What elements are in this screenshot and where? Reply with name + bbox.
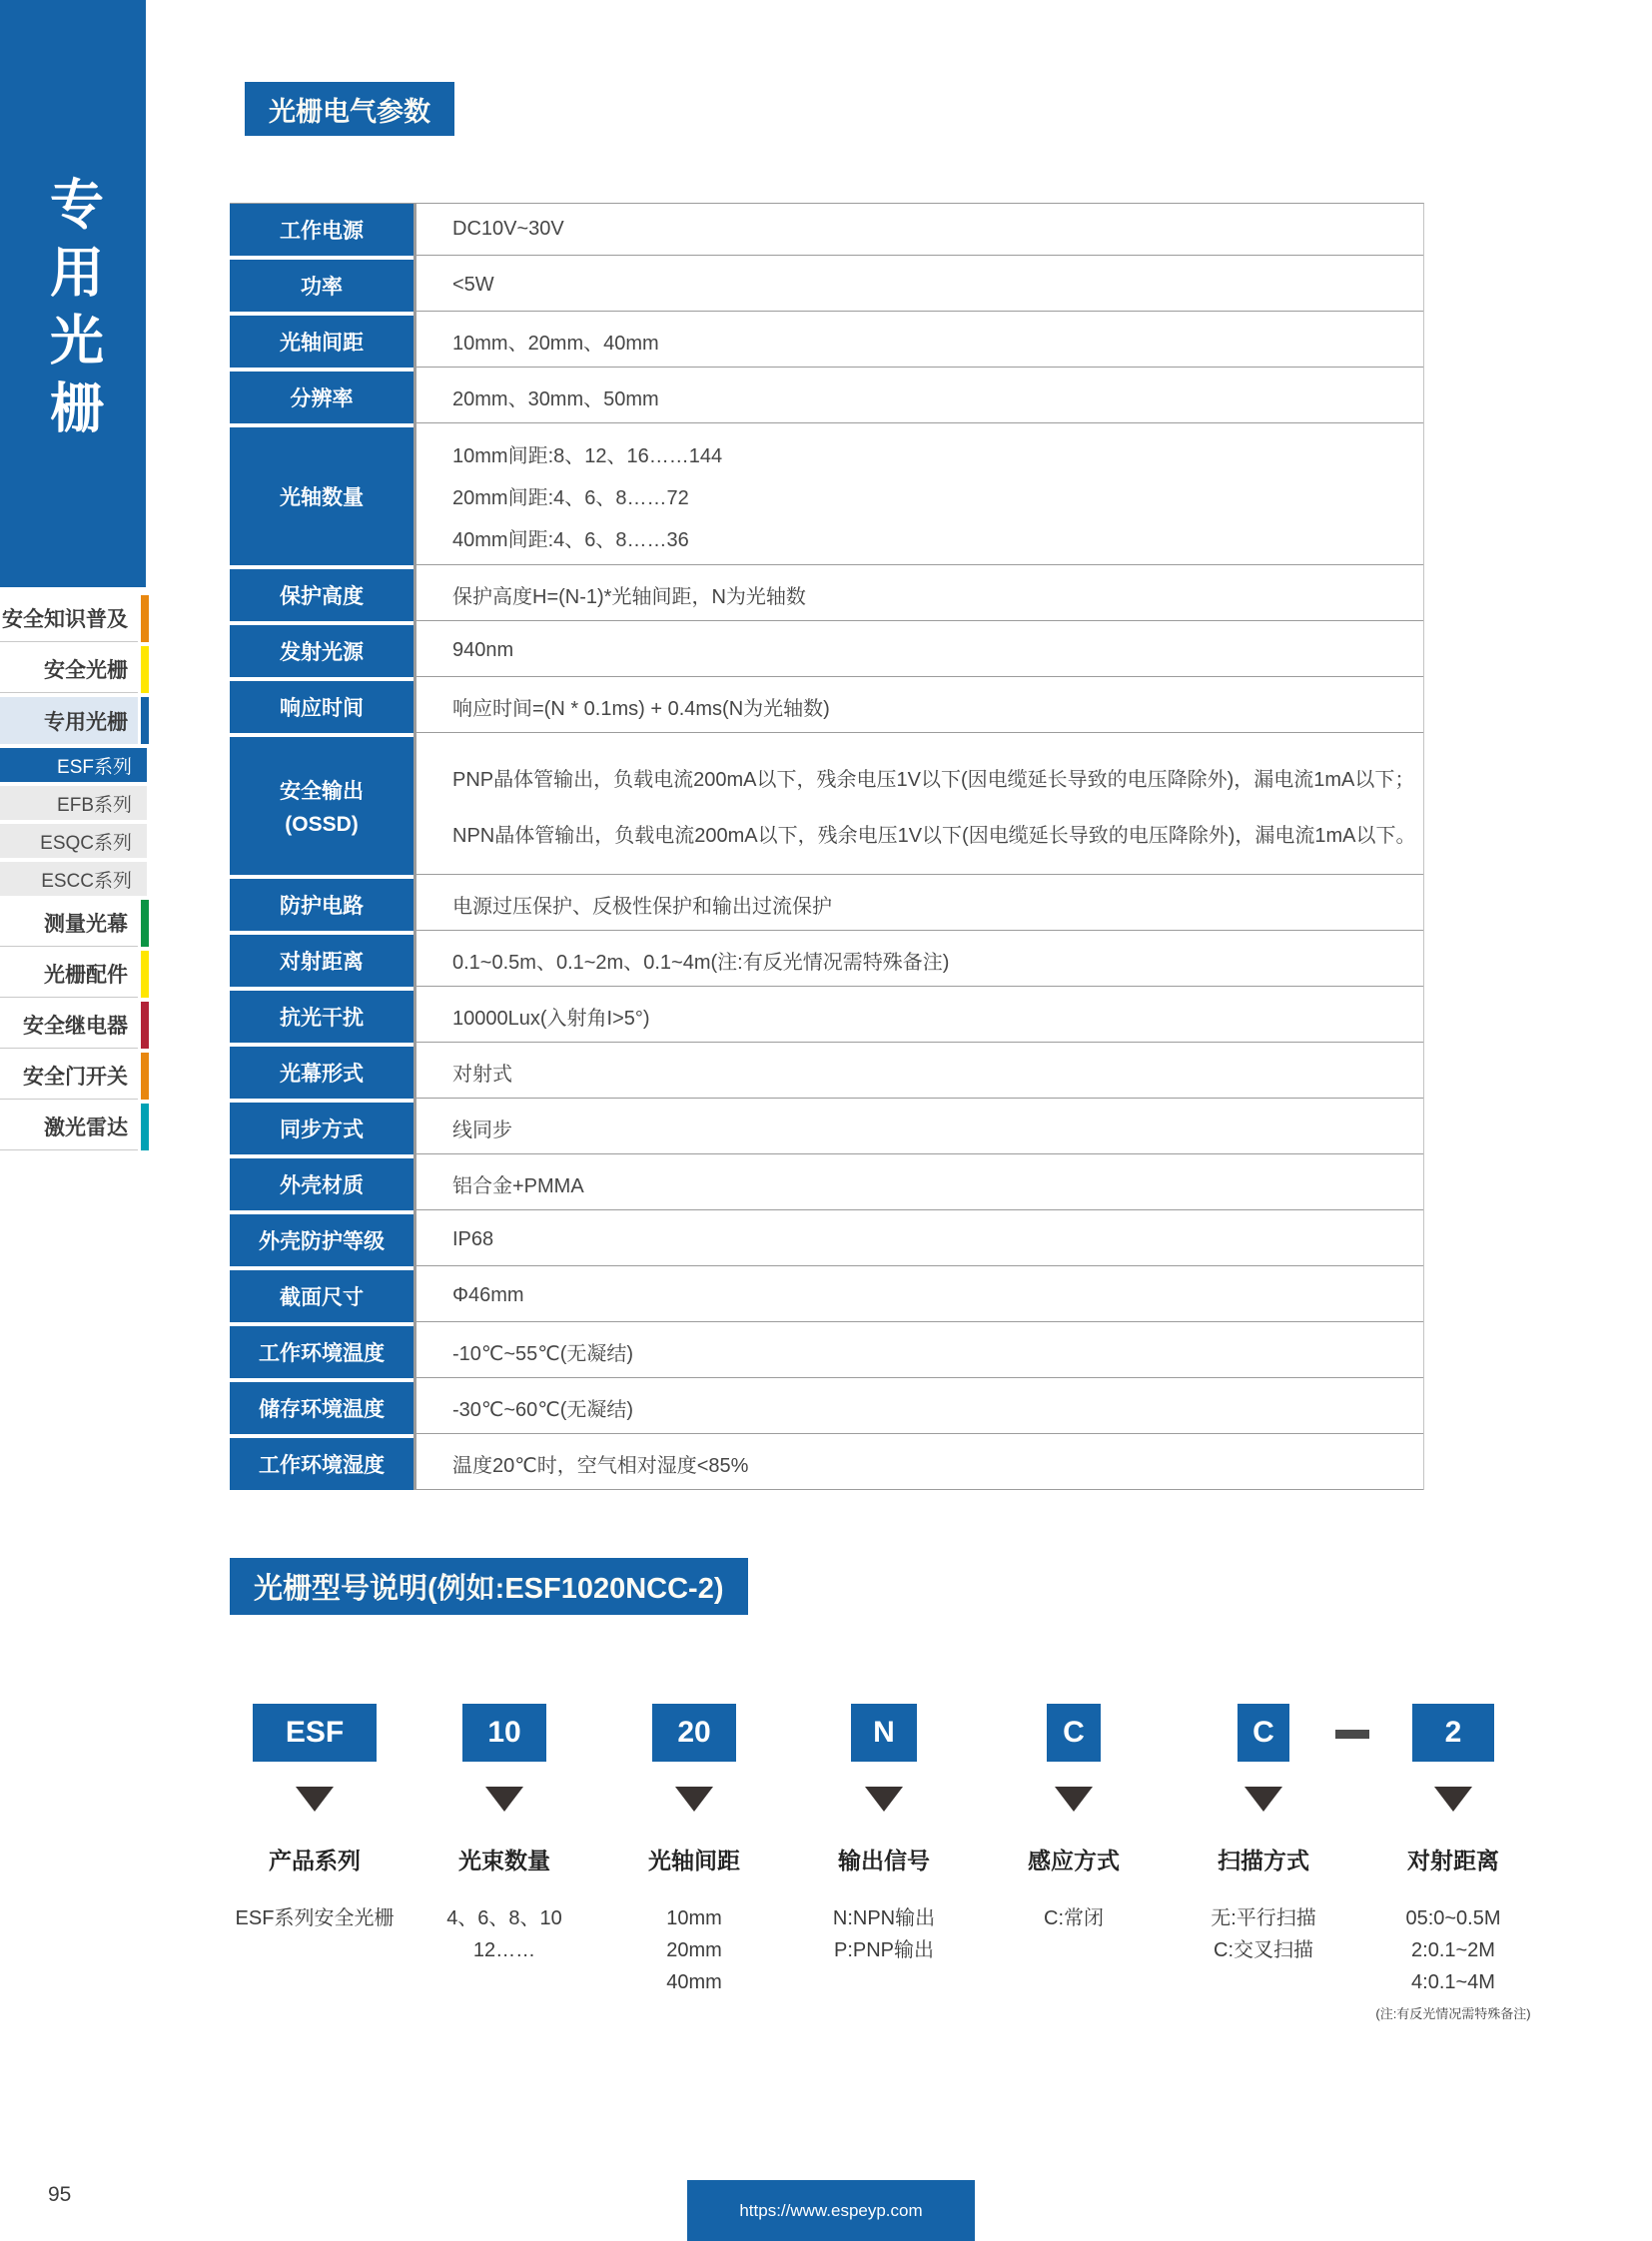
model-column-desc — [220, 1902, 410, 1934]
text-line: 10mm — [666, 1907, 722, 1929]
text-line: 安全输出 — [280, 780, 364, 803]
text-line: 响应时间=(N * 0.1ms) + 0.4ms(N为光轴数) — [452, 698, 830, 720]
spec-row-value — [413, 625, 1423, 677]
text-line: 05:0~0.5M — [1405, 1907, 1501, 1929]
section-title-electrical-params: 光栅电气参数 — [245, 82, 454, 136]
spec-row-label — [230, 1270, 413, 1322]
sidebar-item[interactable] — [0, 697, 152, 744]
spec-row-label — [230, 1438, 413, 1490]
model-column-desc — [599, 1902, 789, 1998]
triangle-down-icon — [485, 1787, 523, 1812]
text-line: 对射距离 — [280, 951, 364, 974]
text-line: C:常闭 — [1044, 1907, 1104, 1929]
spec-row-value — [413, 316, 1423, 368]
model-column — [1358, 1704, 1548, 2022]
sidebar-item[interactable] — [0, 1053, 152, 1100]
spec-row-label — [230, 427, 413, 565]
sidebar-item-accent-bar — [141, 951, 149, 998]
text-line: 响应时间 — [280, 697, 364, 720]
spec-row-label — [230, 1158, 413, 1210]
text-line: <5W — [452, 274, 494, 296]
triangle-down-icon — [296, 1787, 334, 1812]
text-line: 外壳材质 — [280, 1174, 364, 1197]
spec-table-row — [230, 737, 1423, 875]
spec-table-row — [230, 991, 1423, 1043]
sidebar-hero-panel — [0, 0, 146, 587]
sidebar-item-accent-bar — [141, 1002, 149, 1049]
spec-row-value — [413, 991, 1423, 1043]
spec-row-value — [413, 1382, 1423, 1434]
triangle-down-icon — [1244, 1787, 1282, 1812]
spec-row-value — [413, 260, 1423, 312]
model-column — [1169, 1704, 1358, 2022]
sidebar-vertical-title: 专用光栅 — [42, 176, 103, 447]
spec-table-row — [230, 372, 1423, 423]
page-number: 95 — [48, 2183, 72, 2206]
spec-table-row — [230, 1047, 1423, 1099]
text-line: Φ46mm — [452, 1284, 524, 1306]
text-line: 发射光源 — [280, 641, 364, 664]
text-line: 截面尺寸 — [280, 1286, 364, 1309]
spec-row-label — [230, 681, 413, 733]
text-line: PNP晶体管输出，负载电流200mA以下，残余电压1V以下(因电缆延长导致的电压降除外)，漏电流1mA以下； — [452, 769, 1415, 791]
spec-row-value — [413, 935, 1423, 987]
spec-row-value — [413, 879, 1423, 931]
spec-row-label — [230, 569, 413, 621]
spec-row-value — [413, 737, 1423, 875]
spec-row-value — [413, 1103, 1423, 1154]
model-separator-dash — [1335, 1730, 1369, 1739]
model-column-desc — [979, 1902, 1169, 1934]
spec-table-row — [230, 1158, 1423, 1210]
sidebar-item-accent-bar — [141, 697, 149, 744]
text-line: 4:0.1~4M — [1411, 1971, 1495, 1993]
text-line: -30℃~60℃(无凝结) — [452, 1399, 634, 1421]
text-line: 保护高度 — [280, 585, 364, 608]
text-line: -10℃~55℃(无凝结) — [452, 1343, 634, 1365]
triangle-down-icon — [865, 1787, 903, 1812]
model-code-block: 2 — [1412, 1704, 1494, 1762]
sidebar-item[interactable] — [0, 900, 152, 947]
spec-row-value — [413, 681, 1423, 733]
sidebar-item-label: 安全光栅 — [0, 646, 138, 693]
text-line: 12…… — [472, 1939, 536, 1961]
text-line: 防护电路 — [280, 895, 364, 918]
sidebar-item-accent-bar — [141, 900, 149, 947]
spec-table-row — [230, 879, 1423, 931]
spec-row-label — [230, 1047, 413, 1099]
spec-row-label — [230, 1103, 413, 1154]
spec-table-row — [230, 625, 1423, 677]
text-line: DC10V~30V — [452, 218, 564, 240]
model-code-block: N — [851, 1704, 917, 1762]
spec-row-value — [413, 204, 1423, 256]
sidebar-nav — [0, 595, 152, 1154]
model-code-block: 10 — [462, 1704, 546, 1762]
text-line: 光幕形式 — [280, 1063, 364, 1086]
sidebar-item-accent-bar — [141, 1053, 149, 1100]
text-line: 工作环境湿度 — [259, 1454, 385, 1477]
spec-table-row — [230, 681, 1423, 733]
text-line: 工作电源 — [280, 220, 364, 243]
text-line: 20mm、30mm、50mm — [452, 388, 659, 410]
text-line: 940nm — [452, 639, 514, 661]
sidebar-item-label: 专用光栅 — [0, 697, 138, 744]
spec-row-label — [230, 879, 413, 931]
spec-table-row — [230, 260, 1423, 312]
spec-row-label — [230, 316, 413, 368]
sidebar-item-label: ESQC系列 — [0, 824, 147, 858]
model-column — [979, 1704, 1169, 2022]
section-title-model-explanation: 光栅型号说明(例如:ESF1020NCC-2) — [230, 1558, 748, 1615]
sidebar-item-accent-bar — [141, 1104, 149, 1150]
text-line: 10mm、20mm、40mm — [452, 333, 659, 355]
sidebar-item[interactable] — [0, 862, 152, 896]
website-url: https://www.espeyp.com — [739, 2200, 923, 2220]
text-line: 线同步 — [452, 1120, 512, 1141]
sidebar-item-label: 激光雷达 — [0, 1104, 138, 1150]
sidebar-item[interactable] — [0, 824, 152, 858]
spec-table-row — [230, 1382, 1423, 1434]
text-line: NPN晶体管输出，负载电流200mA以下，残余电压1V以下(因电缆延长导致的电压降除外)，漏电流1mA以下。 — [452, 825, 1416, 847]
model-column-label: 感应方式 — [1028, 1848, 1120, 1873]
sidebar-item-label: ESF系列 — [0, 748, 147, 782]
sidebar-item[interactable] — [0, 1002, 152, 1049]
spec-row-value — [413, 1214, 1423, 1266]
sidebar-item-accent-bar — [141, 646, 149, 693]
spec-table-row — [230, 1270, 1423, 1322]
text-line: N:NPN输出 — [832, 1907, 936, 1929]
text-line: P:PNP输出 — [833, 1939, 935, 1961]
text-line: 工作环境温度 — [259, 1342, 385, 1365]
spec-row-value — [413, 1326, 1423, 1378]
model-column-desc — [1169, 1902, 1358, 1966]
text-line: 40mm — [666, 1971, 722, 1993]
spec-row-label — [230, 372, 413, 423]
text-line: 20mm间距:4、6、8……72 — [452, 487, 689, 509]
text-line: 40mm间距:4、6、8……36 — [452, 529, 689, 551]
spec-row-value — [413, 569, 1423, 621]
spec-table-row — [230, 1438, 1423, 1490]
spec-row-label — [230, 737, 413, 875]
model-column-desc — [789, 1902, 979, 1966]
model-column-desc — [1358, 1902, 1548, 1998]
spec-table-row — [230, 1326, 1423, 1378]
model-column-label: 对射距离 — [1407, 1848, 1499, 1873]
text-line: 20mm — [666, 1939, 722, 1961]
text-line: 储存环境温度 — [259, 1398, 385, 1421]
spec-table-row — [230, 1214, 1423, 1266]
spec-table-row — [230, 1103, 1423, 1154]
model-code-block: 20 — [652, 1704, 736, 1762]
model-column-label: 光束数量 — [458, 1848, 550, 1873]
spec-row-value — [413, 1158, 1423, 1210]
model-column — [599, 1704, 789, 2022]
text-line: 铝合金+PMMA — [452, 1175, 584, 1197]
sidebar-item-label: 安全继电器 — [0, 1002, 138, 1049]
spec-row-label — [230, 260, 413, 312]
model-code-block: C — [1238, 1704, 1289, 1762]
text-line: 无:平行扫描 — [1211, 1907, 1316, 1929]
text-line: C:交叉扫描 — [1214, 1939, 1313, 1961]
sidebar-item-label: ESCC系列 — [0, 862, 147, 896]
spec-row-label — [230, 1326, 413, 1378]
model-column-label: 扫描方式 — [1218, 1848, 1309, 1873]
sidebar-item[interactable] — [0, 748, 152, 782]
text-line: 光轴数量 — [280, 486, 364, 509]
text-line: 10mm间距:8、12、16……144 — [452, 445, 723, 467]
text-line: 4、6、8、10 — [446, 1907, 562, 1929]
model-column — [410, 1704, 599, 2022]
model-column-label: 光轴间距 — [648, 1848, 740, 1873]
spec-row-value — [413, 427, 1423, 565]
spec-table-row — [230, 569, 1423, 621]
text-line: ESF系列安全光栅 — [235, 1907, 395, 1929]
sidebar-item-accent-bar — [141, 595, 149, 642]
text-line: 功率 — [301, 276, 343, 299]
text-line: 光轴间距 — [280, 332, 364, 355]
model-column-label: 产品系列 — [269, 1848, 361, 1873]
spec-table-row — [230, 316, 1423, 368]
model-column-desc — [410, 1902, 599, 1966]
text-line: 2:0.1~2M — [1411, 1939, 1495, 1961]
spec-table-row — [230, 427, 1423, 565]
spec-row-label — [230, 935, 413, 987]
website-url-box[interactable] — [687, 2180, 975, 2241]
text-line: 分辨率 — [290, 387, 354, 410]
spec-row-label — [230, 625, 413, 677]
triangle-down-icon — [1055, 1787, 1093, 1812]
text-line: 对射式 — [452, 1064, 512, 1086]
model-code-columns — [220, 1704, 1548, 2022]
spec-row-label — [230, 991, 413, 1043]
spec-row-value — [413, 1438, 1423, 1490]
sidebar-item[interactable] — [0, 595, 152, 642]
sidebar-item-label: 测量光幕 — [0, 900, 138, 947]
spec-row-value — [413, 1047, 1423, 1099]
text-line: 10000Lux(入射角I>5°) — [452, 1008, 650, 1030]
model-column-label: 输出信号 — [838, 1848, 930, 1873]
model-column-note: (注:有反光情况需特殊备注) — [1375, 2006, 1531, 2021]
sidebar-item[interactable] — [0, 1104, 152, 1150]
text-line: 同步方式 — [280, 1119, 364, 1141]
sidebar-item[interactable] — [0, 951, 152, 998]
model-code-block: ESF — [253, 1704, 377, 1762]
spec-row-value — [413, 372, 1423, 423]
sidebar-item[interactable] — [0, 646, 152, 693]
model-column — [220, 1704, 410, 2022]
sidebar-item-label: EFB系列 — [0, 786, 147, 820]
spec-table-row — [230, 935, 1423, 987]
text-line: IP68 — [452, 1228, 494, 1250]
sidebar-item-label: 光栅配件 — [0, 951, 138, 998]
text-line: 电源过压保护、反极性保护和输出过流保护 — [452, 896, 832, 918]
text-line: 保护高度H=(N-1)*光轴间距，N为光轴数 — [452, 586, 806, 608]
spec-row-value — [413, 1270, 1423, 1322]
sidebar-item-label: 安全知识普及 — [0, 595, 138, 642]
text-line: (OSSD) — [285, 813, 359, 836]
model-code-block: C — [1047, 1704, 1101, 1762]
model-column — [789, 1704, 979, 2022]
text-line: 温度20℃时，空气相对湿度<85% — [452, 1455, 749, 1477]
spec-row-label — [230, 204, 413, 256]
triangle-down-icon — [675, 1787, 713, 1812]
spec-table — [230, 203, 1424, 1490]
triangle-down-icon — [1434, 1787, 1472, 1812]
text-line: 抗光干扰 — [280, 1007, 364, 1030]
sidebar-item-label: 安全门开关 — [0, 1053, 138, 1100]
spec-table-row — [230, 204, 1423, 256]
spec-row-label — [230, 1214, 413, 1266]
text-line: 0.1~0.5m、0.1~2m、0.1~4m(注:有反光情况需特殊备注) — [452, 952, 950, 974]
text-line: 外壳防护等级 — [259, 1230, 385, 1253]
sidebar-item[interactable] — [0, 786, 152, 820]
spec-row-label — [230, 1382, 413, 1434]
